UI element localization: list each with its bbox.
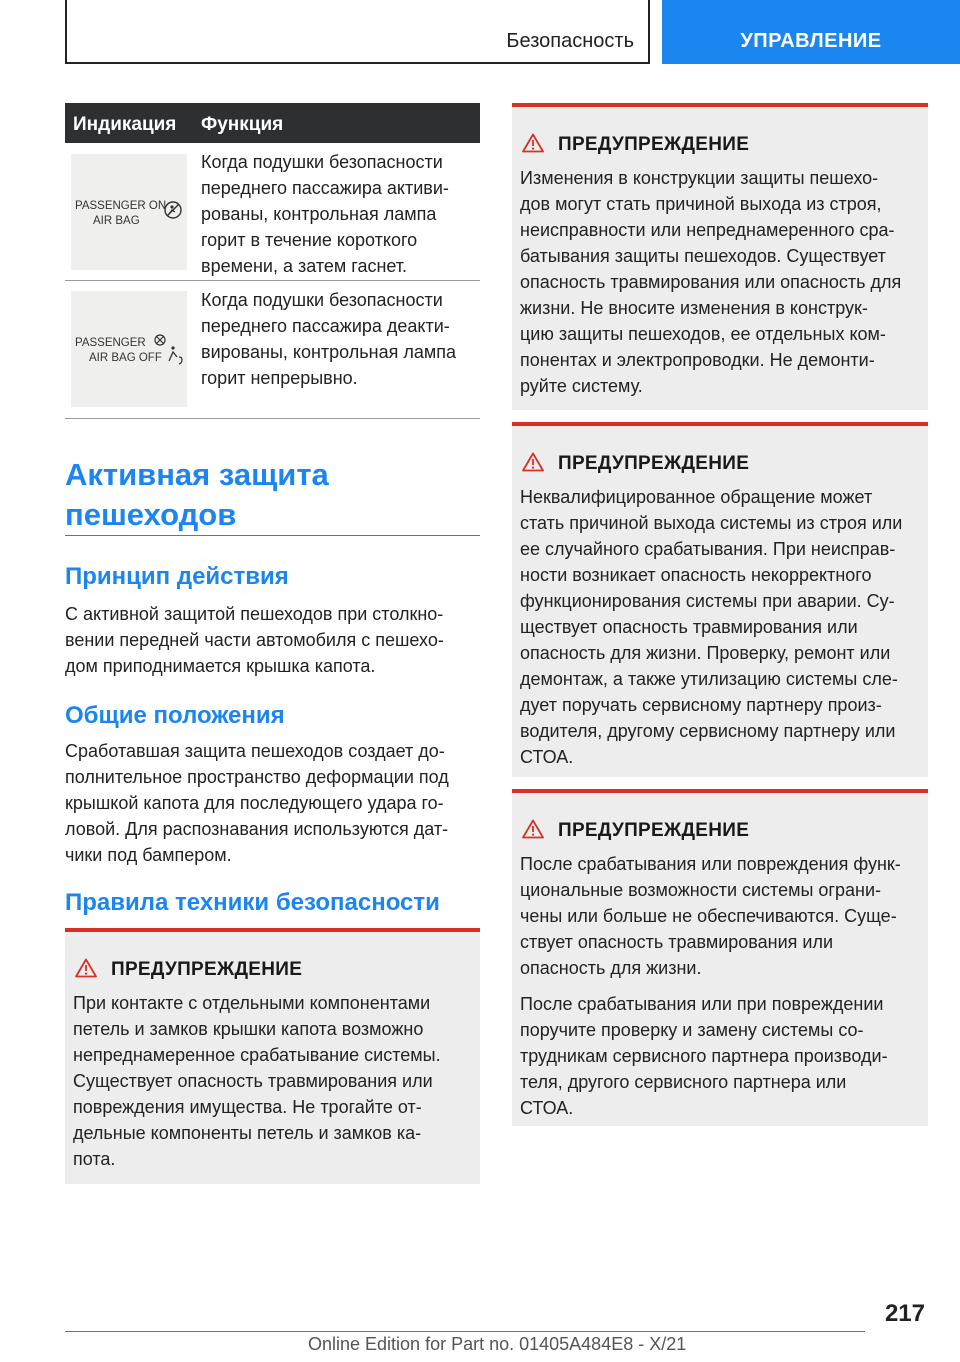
section-title-rule	[65, 535, 480, 536]
text-line: непреднамеренное срабатывание системы.	[73, 1045, 441, 1065]
text-line: Изменения в конструкции защиты пешехо-	[520, 168, 879, 188]
text-line: повреждения имущества. Не трогайте от-	[73, 1097, 422, 1117]
text-line: дельные компоненты петель и замков ка-	[73, 1123, 422, 1143]
warning-triangle-icon	[522, 133, 544, 153]
footer-edition: Online Edition for Part no. 01405A484E8 - X/21	[308, 1334, 687, 1354]
text-line: пота.	[73, 1149, 116, 1169]
lamp-label-line1: PASSENGER ON	[75, 200, 167, 212]
lamp-label-line1: PASSENGER	[75, 337, 146, 349]
table-row	[65, 281, 480, 419]
text-line: поручите проверку и замену системы со-	[520, 1020, 864, 1040]
text-line: ствует опасность травмирования или	[520, 932, 834, 952]
text-line: С активной защитой пешеходов при столкно-	[65, 604, 444, 624]
warning-title: ПРЕДУПРЕЖДЕНИЕ	[558, 453, 750, 474]
text-line: теля, другого сервисного партнера или	[520, 1072, 847, 1092]
warning-triangle-icon	[75, 958, 97, 978]
airbag-off-icon	[153, 333, 185, 367]
text-line: дом приподнимается крышка капота.	[65, 656, 376, 676]
row-function-text	[201, 149, 481, 279]
table-row	[65, 143, 480, 281]
text-line: Когда подушки безопасности	[201, 290, 443, 310]
text-line: жизни. Не вносите изменения в конструк-	[520, 298, 868, 318]
text-line: циональные возможности системы ограни-	[520, 880, 882, 900]
subsection-title-general: Общие положения	[65, 702, 285, 729]
text-line: Когда подушки безопасности	[201, 152, 443, 172]
text-line: ловой. Для распознавания используются дат-	[65, 819, 449, 839]
text-line: вении передней части автомобиля с пешехо-	[65, 630, 444, 650]
text-line: демонтаж, а также утилизацию системы сле-	[520, 669, 898, 689]
left-column	[65, 103, 480, 916]
text-line: опасность травмирования или опасность для	[520, 272, 902, 292]
header-section-box	[65, 0, 650, 64]
airbag-on-indicator-image	[71, 154, 187, 270]
paragraph-gap	[520, 981, 925, 991]
text-line: функционирования системы при аварии. Су-	[520, 591, 895, 611]
table-header-indicator: Индикация	[73, 114, 177, 135]
section-title	[65, 455, 480, 535]
text-line: горит в течение короткого	[201, 230, 418, 250]
text-line: вированы, контрольная лампа	[201, 342, 457, 362]
text-line: водителя, другому сервисному партнеру или	[520, 721, 896, 741]
warning-triangle-icon	[522, 819, 544, 839]
warning-text	[520, 165, 925, 399]
warning-box	[512, 103, 928, 410]
text-line: руйте систему.	[520, 376, 643, 396]
table-header	[65, 103, 480, 143]
text-line: ее случайного срабатывания. При неисправ-	[520, 539, 896, 559]
text-line: ности возникает опасность некорректного	[520, 565, 872, 585]
text-line: трудникам сервисного партнера производи-	[520, 1046, 888, 1066]
text-line: крышкой капота для последующего удара го-	[65, 793, 444, 813]
lamp-label-line2: AIR BAG OFF	[89, 352, 162, 364]
text-line: цию защиты пешеходов, ее отдельных ком-	[520, 324, 886, 344]
text-line: СТОА.	[520, 747, 574, 767]
text-line: батывания защиты пешеходов. Существует	[520, 246, 886, 266]
warning-text	[520, 484, 925, 770]
subsection-title-principle: Принцип действия	[65, 563, 289, 590]
airbag-seat-icon	[163, 200, 183, 220]
warning-triangle-icon	[522, 452, 544, 472]
section-title-line: Активная защита	[65, 457, 329, 492]
warning-text	[520, 851, 925, 1121]
principle-paragraph	[65, 601, 480, 679]
text-line: переднего пассажира деакти-	[201, 316, 450, 336]
text-line: После срабатывания или повреждения функ-	[520, 854, 901, 874]
airbag-off-indicator-image	[71, 291, 187, 407]
text-line: Существует опасность травмирования или	[73, 1071, 433, 1091]
text-line: Сработавшая защита пешеходов создает до-	[65, 741, 445, 761]
header-chapter-label: УПРАВЛЕНИЕ	[740, 30, 882, 52]
text-line: петель и замков крышки капота возможно	[73, 1019, 424, 1039]
text-line: рованы, контрольная лампа	[201, 204, 437, 224]
section-title-line: пешеходов	[65, 497, 237, 532]
footer-rule	[65, 1331, 865, 1332]
warning-box	[512, 422, 928, 777]
text-line: времени, а затем гаснет.	[201, 256, 408, 276]
warning-title: ПРЕДУПРЕЖДЕНИЕ	[558, 134, 750, 155]
text-line: Неквалифицированное обращение может	[520, 487, 873, 507]
text-line: переднего пассажира активи-	[201, 178, 449, 198]
text-line: ществует опасность травмирования или	[520, 617, 858, 637]
text-line: полнительное пространство деформации под	[65, 767, 449, 787]
general-paragraph	[65, 738, 480, 868]
text-line: При контакте с отдельными компонентами	[73, 993, 431, 1013]
page-number: 217	[884, 1300, 925, 1327]
subsection-title-safety: Правила техники безопасности	[65, 889, 440, 916]
text-line: понентах и электропроводки. Не демонти-	[520, 350, 875, 370]
text-line: опасность для жизни. Проверку, ремонт или	[520, 643, 891, 663]
text-line: опасность для жизни.	[520, 958, 702, 978]
table-header-function: Функция	[201, 114, 284, 135]
text-line: СТОА.	[520, 1098, 574, 1118]
warning-box	[512, 789, 928, 1126]
text-line: чены или больше не обеспечиваются. Суще-	[520, 906, 897, 926]
header-section-title: Безопасность	[506, 30, 634, 52]
warning-title: ПРЕДУПРЕЖДЕНИЕ	[558, 820, 750, 841]
warning-text	[73, 990, 473, 1172]
warning-box	[65, 928, 480, 1184]
text-line: После срабатывания или при повреждении	[520, 994, 884, 1014]
row-function-text	[201, 287, 481, 391]
lamp-label-line2: AIR BAG	[93, 215, 140, 227]
text-line: чики под бампером.	[65, 845, 232, 865]
text-line: дов могут стать причиной выхода из строя,	[520, 194, 882, 214]
text-line: неисправности или непреднамеренного сра-	[520, 220, 895, 240]
text-line: горит непрерывно.	[201, 368, 358, 388]
warning-title: ПРЕДУПРЕЖДЕНИЕ	[111, 959, 303, 980]
header-chapter-tab[interactable]	[662, 0, 960, 64]
text-line: дует поручать сервисному партнеру произ-	[520, 695, 882, 715]
text-line: стать причиной выхода системы из строя или	[520, 513, 903, 533]
